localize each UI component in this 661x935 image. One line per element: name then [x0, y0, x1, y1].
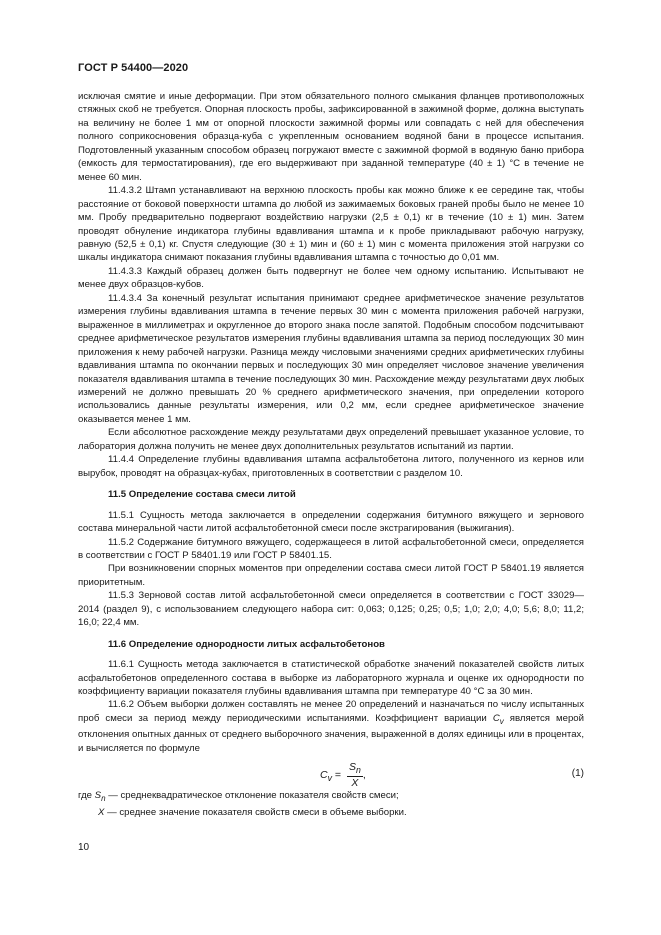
- paragraph: 11.4.3.2 Штамп устанавливают на верхнюю плоскость пробы как можно ближе к ее середине так, чтобы расстояние от боковой поверхности штампа до любой из зажимаемых боковых граней пробы было не менее 10 мм. Пробу предварительно подвергают воздействию нагрузки (2,5 ± 0,1) кг в течение (10 ± 1) мин. Затем проводят обнуление индикатора глубины вдавливания штампа и к пробе прикладывают рабочую нагрузку, равную (52,5 ± 0,1) кг. Спустя следующие (30 ± 1) мин и (60 ± 1) мин с момента приложения этой нагрузки со шкалы индикатора снимают показания глубины вдавливания штампа с точностью до 0,01 мм.: [78, 185, 584, 264]
- legend-variable: S: [94, 790, 102, 802]
- legend-prefix: где: [78, 790, 95, 802]
- section-heading: 11.5 Определение состава смеси литой: [108, 489, 296, 501]
- paragraph-text: является мерой отклонения опытных данных от среднего выборочного значения, выраженной в долях единицы или в процентах, и вычисляется по формуле: [78, 712, 584, 754]
- document-header: ГОСТ Р 54400—2020: [78, 62, 189, 74]
- paragraph: 11.5.3 Зерновой состав литой асфальтобетонной смеси определяется в соответствии с ГОСТ 33029—2014 (раздел 9), с использованием следующего набора сит: 0,063; 0,125; 0,25; 0,5; 1,0; 2,0; 4,0; 5,6; 8,0; 11,2; 16,0; 22,4 мм.: [78, 590, 584, 629]
- paragraph: Если абсолютное расхождение между результатами двух определений превышает указанное условие, то лаборатория должна получить не менее двух дополнительных результатов испытаний из партии.: [78, 427, 584, 452]
- paragraph-text: 11.6.2 Объем выборки должен составлять не менее 20 определений и назначаться по числу испытанных проб смеси за период между периодическими испытаниями. Коэффициент вариации: [78, 699, 584, 724]
- variable: C: [492, 712, 500, 724]
- formula-expression: [320, 761, 366, 789]
- formula-lhs: C: [320, 769, 328, 782]
- formula-num-var: S: [348, 761, 356, 774]
- paragraph: 11.6.1 Сущность метода заключается в статистической обработке значений показателей свойств литых асфальтобетонов определенного состава в выборке из лабораторного журнала и оценке их однородности по коэффициенту вариации показателя глубины вдавливания штампа при температуре 40 °С за 30 мин.: [78, 659, 584, 698]
- formula-equals: =: [331, 769, 344, 782]
- legend-text: — среднее значение показателя свойств смеси в объеме выборки.: [104, 806, 407, 818]
- section-heading: 11.6 Определение однородности литых асфальтобетонов: [108, 638, 385, 650]
- legend-text: — среднеквадратическое отклонение показателя свойств смеси;: [105, 790, 399, 802]
- formula-numerator: [347, 761, 363, 777]
- formula-num-subscript: n: [355, 765, 361, 776]
- legend-variable-subscript: n: [101, 794, 106, 804]
- paragraph: 11.5.1 Сущность метода заключается в определении содержания битумного вяжущего и зернового состава минеральной части литой асфальтобетонной смеси после экстрагирования (выжигания).: [78, 509, 584, 535]
- document-body: [78, 90, 584, 819]
- formula-legend-item: [78, 806, 584, 819]
- formula-den-var: X: [351, 777, 359, 790]
- formula-lhs-subscript: v: [327, 773, 332, 784]
- formula: [78, 759, 584, 790]
- paragraph: [78, 698, 584, 755]
- paragraph: 11.4.3.4 За конечный результат испытания принимают среднее арифметическое значение результатов измерения глубины вдавливания штампа в течение первых 30 мин с момента приложения рабочей нагрузки, выраженное в миллиметрах и округленное до второго знака после запятой. Подобным способом подсчитывают среднее арифметическое результатов измерения глубины вдавливания штампа за период последующих 30 мин приложения к нему рабочей нагрузки. Разница между числовыми значениями средних арифметических глубины вдавливания штампа по окончании первых и последующих 30 мин определяет числовое значение увеличения показателя вдавливания штампа в течение последующих 30 мин. Расхождение между результатами двух любых измерений не должно превышать 20 % среднего арифметического значения, при определении которого использовались данные результаты измерения, или 0,2 мм, если среднее арифметическое значение оказывается менее 1 мм.: [78, 292, 584, 425]
- formula-legend-item: [78, 789, 584, 805]
- paragraph: 11.4.3.3 Каждый образец должен быть подвергнут не более чем одному испытанию. Испытывают не менее двух образцов-кубов.: [78, 265, 584, 291]
- paragraph: исключая смятие и иные деформации. При этом обязательного полного смыкания фланцев противоположных стяжных скоб не требуется. Опорная плоскость пробы, зафиксированной в зажимной форме, должна выступать на величину не более 1 мм от опорной плоскости зажимной формы или совпадать с ней для обеспечения полного соприкосновения образца-куба с укрепленным основанием водяной бани в процессе испытания. Подготовленный указанным способом образец погружают вместе с зажимной формой в водяную баню прибора (емкость для термостатирования), где его выдерживают при заданной температуре (40 ± 1) °С в течение не менее 60 мин.: [78, 91, 584, 183]
- page-number: 10: [78, 842, 90, 853]
- paragraph: При возникновении спорных моментов при определении состава смеси литой ГОСТ Р 58401.19 является приоритетным.: [78, 563, 584, 588]
- paragraph: 11.5.2 Содержание битумного вяжущего, содержащееся в литой асфальтобетонной смеси, определяется в соответствии с ГОСТ Р 58401.19 или ГОСТ Р 58401.15.: [78, 536, 584, 561]
- formula-tail: ,: [362, 769, 366, 782]
- formula-number: (1): [571, 768, 584, 780]
- formula-fraction: [347, 761, 363, 789]
- paragraph: 11.4.4 Определение глубины вдавливания штампа асфальтобетона литого, полученного из кернов или вырубок, проводят на образцах-кубах, приготовленных в соответствии с разделом 10.: [78, 454, 584, 479]
- formula-denominator: [347, 777, 363, 789]
- legend-variable: X: [98, 806, 105, 818]
- variable-subscript: v: [499, 716, 504, 726]
